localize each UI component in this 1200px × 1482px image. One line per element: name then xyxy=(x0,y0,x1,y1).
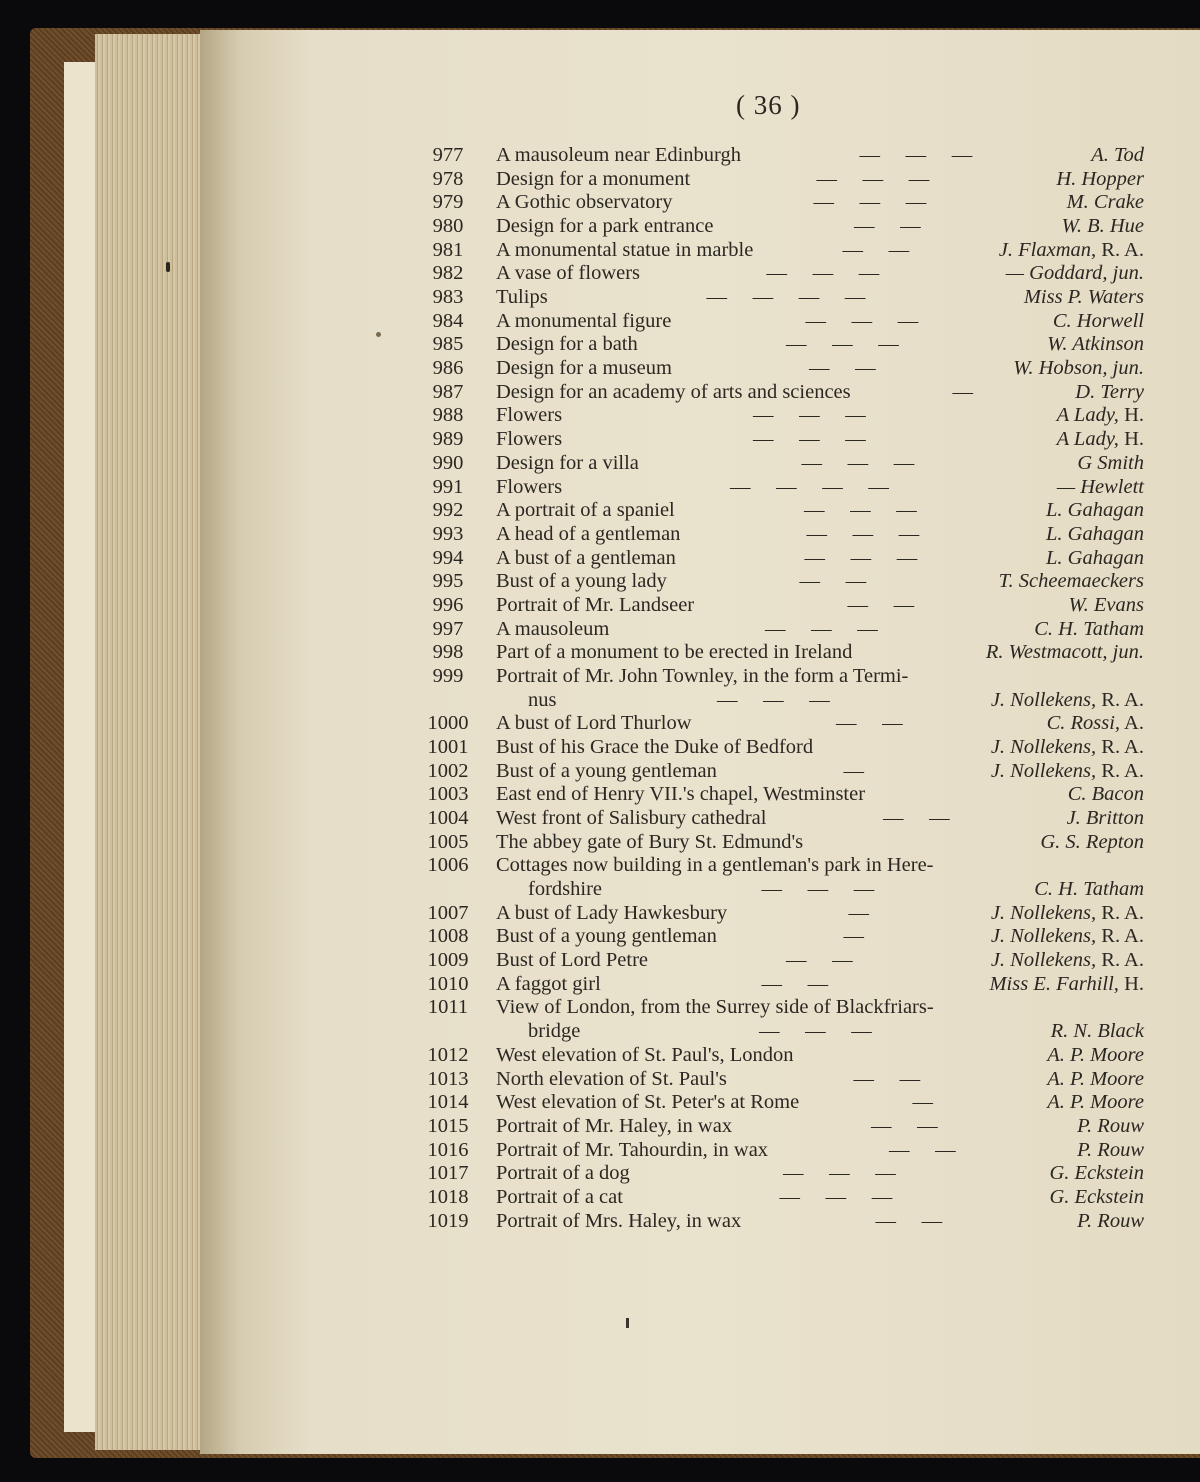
artist-name: W. Atkinson xyxy=(1047,333,1144,356)
artist-name: A Lady, xyxy=(1056,404,1119,427)
catalogue-entry xyxy=(0,735,1200,759)
artist-honour: H. xyxy=(1118,972,1144,995)
entry-title: A faggot girl xyxy=(496,972,601,995)
entry-number: 996 xyxy=(432,593,464,616)
catalogue-entry xyxy=(0,1185,1200,1209)
catalogue-entry xyxy=(0,332,1200,356)
artist-honour: R. A. xyxy=(1096,925,1144,948)
catalogue-entry xyxy=(0,143,1200,167)
dash-leader: — — xyxy=(854,215,921,238)
page-number: ( 36 ) xyxy=(736,90,801,120)
catalogue-entry xyxy=(0,1067,1200,1091)
artist-name: A Lady, xyxy=(1056,428,1119,451)
artist-name: P. Rouw xyxy=(1077,1114,1144,1137)
entry-artist xyxy=(1068,593,1144,617)
entry-artist xyxy=(991,735,1144,759)
dash-leader: — — xyxy=(761,972,829,995)
entry-title: The abbey gate of Bury St. Edmund's xyxy=(496,830,804,853)
catalogue-entry xyxy=(0,901,1200,925)
dash-leader: — — — xyxy=(766,262,880,285)
catalogue-entry xyxy=(0,214,1200,238)
entry-artist xyxy=(991,901,1144,925)
catalogue-entry xyxy=(0,877,1200,901)
catalogue-entry xyxy=(0,1114,1200,1138)
entry-number: 978 xyxy=(432,167,464,190)
artist-honour: R. A. xyxy=(1096,238,1144,261)
entry-artist xyxy=(991,759,1144,783)
artist-honour: H. xyxy=(1118,404,1144,427)
entry-number: 1003 xyxy=(427,783,469,806)
entry-number: 1018 xyxy=(427,1185,469,1208)
artist-name: H. Hopper xyxy=(1056,167,1144,190)
entry-artist xyxy=(1057,475,1144,499)
entry-title: Portrait of Mr. Haley, in wax xyxy=(496,1114,733,1137)
artist-name: J. Nollekens, xyxy=(990,925,1097,948)
entry-number: 986 xyxy=(432,357,464,380)
artist-name: W. B. Hue xyxy=(1061,215,1144,238)
dash-leader: — — — xyxy=(753,404,866,427)
artist-name: A. P. Moore xyxy=(1047,1091,1144,1114)
catalogue-entry xyxy=(0,167,1200,191)
entry-number: 981 xyxy=(432,238,464,261)
entry-number: 1002 xyxy=(427,759,469,782)
dash-leader: — — — xyxy=(813,191,927,214)
catalogue-entry xyxy=(0,593,1200,617)
artist-name: A. P. Moore xyxy=(1047,1067,1144,1090)
catalogue-entry xyxy=(0,924,1200,948)
dash-leader: — — — xyxy=(801,451,915,474)
entry-title: Bust of a young gentleman xyxy=(496,759,717,782)
entry-title: Portrait of Mr. Landseer xyxy=(496,593,695,616)
entry-artist xyxy=(1067,806,1144,830)
entry-number: 1013 xyxy=(427,1067,469,1090)
entry-number: 1009 xyxy=(427,949,469,972)
dash-leader: — — — — xyxy=(730,475,889,498)
entry-number: 1015 xyxy=(427,1114,469,1137)
entry-number: 985 xyxy=(432,333,464,356)
entry-title: Portrait of Mrs. Haley, in wax xyxy=(496,1209,742,1232)
entry-title: nus xyxy=(528,688,557,711)
entry-title: North elevation of St. Paul's xyxy=(496,1067,727,1090)
artist-name: W. Hobson, jun. xyxy=(1013,357,1144,380)
entry-title: West elevation of St. Paul's, London xyxy=(496,1043,794,1066)
artist-name: J. Flaxman, xyxy=(998,238,1097,261)
entry-title: Design for a bath xyxy=(496,333,638,356)
artist-name: R. Westmacott, jun. xyxy=(985,641,1144,664)
entry-number: 990 xyxy=(432,451,464,474)
entry-artist xyxy=(1034,877,1144,901)
catalogue-entry xyxy=(0,972,1200,996)
entry-number: 1012 xyxy=(427,1043,469,1066)
entry-title: Flowers xyxy=(496,428,563,451)
dash-leader: — xyxy=(843,759,864,782)
entry-title: A bust of Lady Hawkesbury xyxy=(496,901,728,924)
catalogue-entry xyxy=(0,688,1200,712)
catalogue-entry xyxy=(0,498,1200,522)
catalogue-entry xyxy=(0,1161,1200,1185)
entry-title: Flowers xyxy=(496,404,563,427)
catalogue-entry xyxy=(0,238,1200,262)
entry-number: 997 xyxy=(432,617,464,640)
catalogue-entry xyxy=(0,451,1200,475)
entry-title: A mausoleum xyxy=(496,617,610,640)
entry-title: A monumental statue in marble xyxy=(496,238,754,261)
entry-artist xyxy=(999,238,1144,262)
artist-name: G. S. Repton xyxy=(1040,830,1144,853)
entry-title: Bust of a young gentleman xyxy=(496,925,717,948)
entry-number: 1006 xyxy=(427,854,469,877)
entry-number: 991 xyxy=(432,475,464,498)
dash-leader: — — — xyxy=(761,878,875,901)
catalogue-entry xyxy=(0,711,1200,735)
entry-artist xyxy=(1053,309,1144,333)
artist-name: D. Terry xyxy=(1075,380,1144,403)
entry-number: 998 xyxy=(432,641,464,664)
entry-title: Flowers xyxy=(496,475,563,498)
entry-artist xyxy=(1047,1090,1144,1114)
artist-honour: R. A. xyxy=(1096,949,1144,972)
entry-number: 1016 xyxy=(427,1138,469,1161)
artist-name: C. H. Tatham xyxy=(1034,617,1144,640)
catalogue-entry xyxy=(0,403,1200,427)
entry-number: 1007 xyxy=(427,901,469,924)
catalogue-entry xyxy=(0,806,1200,830)
entry-artist xyxy=(1051,1019,1144,1043)
entry-title: Design for a museum xyxy=(496,357,672,380)
dash-leader: — — xyxy=(889,1138,956,1161)
entry-artist xyxy=(1077,451,1144,475)
ink-spot xyxy=(626,1318,629,1328)
artist-honour: H. xyxy=(1118,428,1144,451)
dash-leader: — — xyxy=(799,570,867,593)
entry-title: Portrait of Mr. Tahourdin, in wax xyxy=(496,1138,769,1161)
entry-number: 993 xyxy=(432,522,464,545)
entry-artist xyxy=(1006,261,1144,285)
artist-honour: R. A. xyxy=(1096,759,1144,782)
artist-name: J. Nollekens, xyxy=(990,759,1097,782)
entry-title: Tulips xyxy=(496,286,548,309)
entry-number: 989 xyxy=(432,428,464,451)
entry-title: West front of Salisbury cathedral xyxy=(496,807,767,830)
entry-artist xyxy=(1050,1161,1145,1185)
catalogue-entry xyxy=(0,356,1200,380)
catalogue-entry xyxy=(0,759,1200,783)
entry-number: 1000 xyxy=(427,712,469,735)
dash-leader: — — xyxy=(875,1209,943,1232)
entry-number: 987 xyxy=(432,380,464,403)
entry-artist xyxy=(1013,356,1144,380)
entry-artist xyxy=(999,569,1144,593)
artist-honour: A. xyxy=(1120,712,1144,735)
entry-number: 995 xyxy=(432,570,464,593)
artist-name: Miss E. Farhill, xyxy=(989,972,1119,995)
catalogue-entry xyxy=(0,995,1200,1019)
entry-title: Part of a monument to be erected in Ireland xyxy=(496,641,853,664)
entry-title: Bust of a young lady xyxy=(496,570,667,593)
dash-leader: — — — xyxy=(804,546,918,569)
entry-title: A portrait of a spaniel xyxy=(496,499,675,522)
entry-number: 1001 xyxy=(427,736,469,758)
entry-number: 994 xyxy=(432,546,464,569)
entry-artist xyxy=(1050,1185,1145,1209)
dash-leader: — — — xyxy=(753,428,866,451)
entry-artist xyxy=(1046,522,1144,546)
entry-artist xyxy=(1046,546,1144,570)
entry-artist xyxy=(989,972,1144,996)
artist-name: M. Crake xyxy=(1066,191,1144,214)
entry-artist xyxy=(1040,830,1144,854)
entry-artist xyxy=(1062,214,1144,238)
dash-leader: — — — xyxy=(765,617,878,640)
artist-name: P. Rouw xyxy=(1077,1209,1144,1232)
entry-number: 1014 xyxy=(427,1091,469,1114)
dash-leader: — — — — xyxy=(706,286,866,309)
catalogue-entry xyxy=(0,1090,1200,1114)
artist-name: Miss P. Waters xyxy=(1023,286,1144,309)
catalogue-entry xyxy=(0,475,1200,499)
entry-number: 983 xyxy=(432,286,464,309)
artist-name: L. Gahagan xyxy=(1046,546,1144,569)
artist-honour: R. A. xyxy=(1096,688,1144,711)
dash-leader: — — — xyxy=(816,167,930,190)
entry-title: A Gothic observatory xyxy=(496,191,673,214)
artist-name: L. Gahagan xyxy=(1046,522,1144,545)
dash-leader: — — — xyxy=(783,1162,896,1185)
artist-name: G. Eckstein xyxy=(1049,1162,1144,1185)
entry-artist xyxy=(1047,1067,1144,1091)
entry-artist xyxy=(1077,1114,1144,1138)
entry-artist xyxy=(1067,190,1144,214)
entry-title: Portrait of Mr. John Townley, in the form a Termi- xyxy=(496,664,909,687)
entry-artist xyxy=(1075,380,1144,404)
catalogue-entry xyxy=(0,261,1200,285)
dash-leader: — — xyxy=(883,807,950,830)
entry-number: 1010 xyxy=(427,972,469,995)
catalogue-entry xyxy=(0,948,1200,972)
entry-number: 982 xyxy=(432,262,464,285)
entry-artist xyxy=(1057,427,1144,451)
entry-title: West elevation of St. Peter's at Rome xyxy=(496,1091,800,1114)
dash-leader: — — xyxy=(847,593,915,616)
entry-artist xyxy=(1034,617,1144,641)
entry-number: 984 xyxy=(432,309,464,332)
artist-name: C. Rossi, xyxy=(1046,712,1121,735)
entry-title: A monumental figure xyxy=(496,309,672,332)
catalogue-entry xyxy=(0,1019,1200,1043)
entry-artist xyxy=(1047,332,1144,356)
artist-name: A. P. Moore xyxy=(1047,1043,1144,1066)
entry-number: 988 xyxy=(432,404,464,427)
catalogue-entry xyxy=(0,1043,1200,1067)
artist-name: J. Nollekens, xyxy=(990,949,1097,972)
entry-artist xyxy=(1077,1138,1144,1162)
catalogue-entry xyxy=(0,380,1200,404)
entry-title: Design for a park entrance xyxy=(496,215,714,238)
entry-number: 1017 xyxy=(427,1162,469,1185)
entry-title: fordshire xyxy=(528,878,603,901)
entry-artist xyxy=(1024,285,1144,309)
dash-leader: — — — xyxy=(717,688,830,711)
dash-leader: — — xyxy=(786,949,853,972)
dash-leader: — — xyxy=(853,1067,921,1090)
dash-leader: — — xyxy=(809,357,876,380)
artist-name: L. Gahagan xyxy=(1046,499,1144,522)
entry-title: East end of Henry VII.'s chapel, Westminster xyxy=(496,783,866,806)
dash-leader: — — — xyxy=(759,1020,872,1043)
entry-number: 1005 xyxy=(427,830,469,853)
artist-name: W. Evans xyxy=(1068,593,1144,616)
entry-title: A vase of flowers xyxy=(496,262,641,285)
artist-name: J. Nollekens, xyxy=(990,736,1097,758)
entry-title: bridge xyxy=(528,1020,581,1043)
dash-leader: — — — xyxy=(805,309,919,332)
entry-artist xyxy=(1047,711,1144,735)
dash-leader: — — xyxy=(842,238,910,261)
artist-name: J. Nollekens, xyxy=(990,901,1097,924)
catalogue-entry xyxy=(0,190,1200,214)
entry-artist xyxy=(1046,498,1144,522)
entry-title: A bust of a gentleman xyxy=(496,546,676,569)
artist-name: — Goddard, jun. xyxy=(1005,262,1144,285)
entry-artist xyxy=(986,640,1144,664)
entry-title: Cottages now building in a gentleman's park in Here- xyxy=(496,854,934,877)
artist-name: C. H. Tatham xyxy=(1034,878,1144,901)
entry-title: A bust of Lord Thurlow xyxy=(496,712,692,735)
entry-title: Portrait of a cat xyxy=(496,1185,623,1208)
entry-artist xyxy=(1077,1209,1144,1233)
dash-leader: — — — xyxy=(806,522,920,545)
entry-number: 992 xyxy=(432,499,464,522)
entry-title: Bust of Lord Petre xyxy=(496,949,649,972)
artist-name: C. Horwell xyxy=(1052,309,1144,332)
entry-number: 979 xyxy=(432,191,464,214)
catalogue-entry xyxy=(0,853,1200,877)
dash-leader: — — xyxy=(871,1114,938,1137)
artist-name: R. N. Black xyxy=(1050,1020,1144,1043)
entry-number: 999 xyxy=(432,664,464,687)
entry-number: 1004 xyxy=(427,807,469,830)
entry-number: 977 xyxy=(432,144,464,166)
entry-title: Design for a villa xyxy=(496,451,639,474)
entry-title: Design for an academy of arts and sciences xyxy=(496,380,851,403)
entry-number: 980 xyxy=(432,215,464,238)
dash-leader: — — xyxy=(836,712,903,735)
entry-artist xyxy=(1091,143,1144,167)
artist-honour: R. A. xyxy=(1096,736,1144,758)
catalogue-entry xyxy=(0,569,1200,593)
entry-number: 1019 xyxy=(427,1209,469,1232)
artist-name: G. Eckstein xyxy=(1049,1185,1144,1208)
catalogue-entry xyxy=(0,664,1200,688)
entry-title: Design for a monument xyxy=(496,167,691,190)
entry-number: 1008 xyxy=(427,925,469,948)
catalogue-entry xyxy=(0,427,1200,451)
entry-artist xyxy=(991,688,1144,712)
artist-name: P. Rouw xyxy=(1077,1138,1144,1161)
catalogue-entry xyxy=(0,1138,1200,1162)
catalogue-entry xyxy=(0,546,1200,570)
entry-title: Bust of his Grace the Duke of Bedford xyxy=(496,736,814,758)
ink-spot xyxy=(376,332,381,337)
entry-artist xyxy=(991,924,1144,948)
entry-artist xyxy=(1068,782,1144,806)
artist-name: G Smith xyxy=(1077,451,1144,474)
catalogue-entry xyxy=(0,522,1200,546)
catalogue-entry xyxy=(0,309,1200,333)
artist-name: J. Nollekens, xyxy=(990,688,1097,711)
artist-name: C. Bacon xyxy=(1067,783,1144,806)
catalogue-entry xyxy=(0,830,1200,854)
catalogue-entry xyxy=(0,285,1200,309)
dash-leader: — xyxy=(952,380,973,403)
entry-artist xyxy=(1056,167,1144,191)
dash-leader: — xyxy=(843,925,864,948)
artist-honour: R. A. xyxy=(1096,901,1144,924)
entry-title: A head of a gentleman xyxy=(496,522,681,545)
entry-title: A mausoleum near Edinburgh xyxy=(496,144,742,166)
ink-spot xyxy=(166,262,170,272)
artist-name: J. Britton xyxy=(1066,807,1144,830)
dash-leader: — — — xyxy=(779,1185,893,1208)
artist-name: A. Tod xyxy=(1091,144,1144,166)
artist-name: — Hewlett xyxy=(1056,475,1144,498)
artist-name: T. Scheemaeckers xyxy=(998,570,1144,593)
entry-artist xyxy=(1047,1043,1144,1067)
dash-leader: — xyxy=(912,1091,933,1114)
entry-title: Portrait of a dog xyxy=(496,1162,630,1185)
dash-leader: — xyxy=(848,901,869,924)
entry-number: 1011 xyxy=(427,996,469,1019)
entry-title: View of London, from the Surrey side of Blackfriars- xyxy=(496,996,934,1019)
dash-leader: — — — xyxy=(804,499,917,522)
dash-leader: — — — xyxy=(859,144,973,166)
entry-artist xyxy=(1057,403,1144,427)
catalogue-entry xyxy=(0,617,1200,641)
dash-leader: — — — xyxy=(786,333,899,356)
catalogue-entry xyxy=(0,640,1200,664)
entry-artist xyxy=(991,948,1144,972)
catalogue-entry xyxy=(0,1209,1200,1233)
catalogue-entry xyxy=(0,782,1200,806)
